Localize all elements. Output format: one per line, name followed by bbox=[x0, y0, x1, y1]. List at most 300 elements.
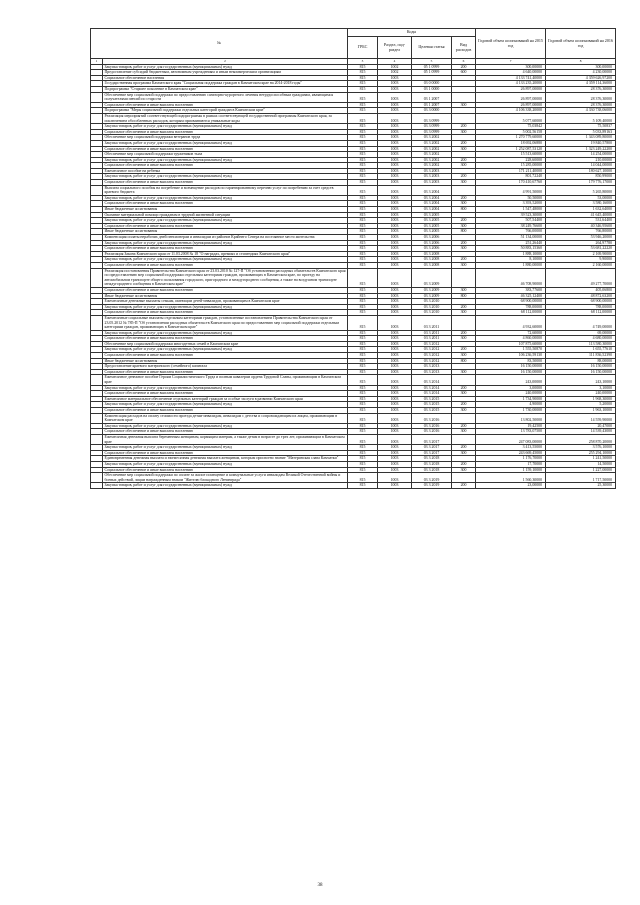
row-name-cell: Социальное обеспечение и иные выплаты населению bbox=[103, 408, 348, 414]
row-section-cell: 1002 bbox=[378, 70, 412, 76]
row-target-cell: 03 3 2015 bbox=[412, 408, 452, 414]
row-volume-2016-cell: 766,80000 bbox=[546, 229, 616, 235]
row-expense-type-cell: 200 bbox=[452, 304, 476, 310]
row-grbs-cell: 815 bbox=[348, 140, 378, 146]
row-grbs-cell: 815 bbox=[348, 299, 378, 305]
row-volume-2016-cell: 180 627,10000 bbox=[546, 168, 616, 174]
row-grbs-cell: 815 bbox=[348, 402, 378, 408]
row-volume-2016-cell: 850,99000 bbox=[546, 174, 616, 180]
row-volume-2015-cell: 1 555,50870 bbox=[476, 347, 546, 353]
row-volume-2016-cell: 300,00000 bbox=[546, 64, 616, 70]
row-section-cell: 1003 bbox=[378, 268, 412, 287]
row-volume-2015-cell: 4 640,00000 bbox=[476, 70, 546, 76]
header-number: № bbox=[91, 29, 348, 59]
row-volume-2016-cell: 68 112,00000 bbox=[546, 310, 616, 316]
row-target-cell: 03 3 2002 bbox=[412, 157, 452, 163]
row-name-cell: Подпрограмма "Меры социальной поддержки отдельных категорий граждан в Камчатском крае" bbox=[103, 108, 348, 114]
row-volume-2016-cell: 4 749,00000 bbox=[546, 315, 616, 330]
row-grbs-cell: 815 bbox=[348, 257, 378, 263]
row-grbs-cell: 815 bbox=[348, 218, 378, 224]
row-volume-2015-cell: 243,00000 bbox=[476, 375, 546, 385]
column-number: 2 bbox=[103, 59, 348, 65]
column-number: 4 bbox=[378, 59, 412, 65]
row-section-cell: 1003 bbox=[378, 75, 412, 81]
row-name-cell: Единовременная денежная выплата и ежемесячная денежная выплата женщинам, которым присвоено звание "Материнская слава Камчатки" bbox=[103, 456, 348, 462]
row-expense-type-cell: 200 bbox=[452, 461, 476, 467]
row-name-cell: Закупка товаров, работ и услуг для государственных (муниципальных) нужд bbox=[103, 347, 348, 353]
row-target-cell: 03 3 2014 bbox=[412, 391, 452, 397]
row-expense-type-cell: 200 bbox=[452, 157, 476, 163]
row-expense-type-cell: 300 bbox=[452, 353, 476, 359]
row-target-cell: 03 3 2013 bbox=[412, 364, 452, 370]
row-name-cell: Иные бюджетные ассигнования bbox=[103, 229, 348, 235]
row-expense-type-cell: 300 bbox=[452, 450, 476, 456]
row-section-cell: 1003 bbox=[378, 92, 412, 102]
row-name-cell: Социальное обеспечение и иные выплаты населению bbox=[103, 391, 348, 397]
row-volume-2015-cell: 4 991,50000 bbox=[476, 185, 546, 195]
row-expense-type-cell bbox=[452, 315, 476, 330]
row-grbs-cell: 815 bbox=[348, 347, 378, 353]
row-expense-type-cell: 300 bbox=[452, 201, 476, 207]
row-target-cell: 03 3 2013 bbox=[412, 369, 452, 375]
row-target-cell: 03 3 2009 bbox=[412, 268, 452, 287]
table-row bbox=[91, 113, 616, 123]
row-volume-2015-cell: 19,42500 bbox=[476, 423, 546, 429]
row-volume-2015-cell: 1 880,00000 bbox=[476, 262, 546, 268]
row-volume-2015-cell: 50,50000 bbox=[476, 195, 546, 201]
row-target-cell: 03 3 2004 bbox=[412, 201, 452, 207]
row-expense-type-cell: 200 bbox=[452, 174, 476, 180]
row-index-cell bbox=[91, 483, 103, 489]
row-expense-type-cell: 300 bbox=[452, 102, 476, 108]
row-name-cell: Закупка товаров, работ и услуг для государственных (муниципальных) нужд bbox=[103, 240, 348, 246]
row-volume-2016-cell: 14,50000 bbox=[546, 461, 616, 467]
row-name-cell: Социальное обеспечение и иные выплаты населению bbox=[103, 369, 348, 375]
table-row bbox=[91, 483, 616, 489]
row-volume-2015-cell: 3 393,52000 bbox=[476, 201, 546, 207]
row-section-cell: 1003 bbox=[378, 201, 412, 207]
row-name-cell: Иные бюджетные ассигнования bbox=[103, 207, 348, 213]
row-target-cell: 03 3 2002 bbox=[412, 146, 452, 152]
row-volume-2016-cell: 5 109,40000 bbox=[546, 113, 616, 123]
row-grbs-cell: 815 bbox=[348, 246, 378, 252]
row-grbs-cell: 815 bbox=[348, 64, 378, 70]
row-section-cell: 1003 bbox=[378, 402, 412, 408]
row-name-cell: Ежемесячное материальное обеспечение отдельных категорий граждан за особые заслуги в развитии Камчатского края bbox=[103, 396, 348, 402]
table-row bbox=[91, 413, 616, 423]
table-row bbox=[91, 92, 616, 102]
row-expense-type-cell: 300 bbox=[452, 223, 476, 229]
row-volume-2016-cell: 1 323 249,22200 bbox=[546, 146, 616, 152]
row-target-cell: 05 1 0999 bbox=[412, 70, 452, 76]
row-name-cell: Предоставление краевого материнского (семейного) капитала bbox=[103, 364, 348, 370]
row-volume-2015-cell: 5 002,56158 bbox=[476, 129, 546, 135]
row-target-cell: 03 3 2019 bbox=[412, 483, 452, 489]
row-volume-2015-cell: 1 730,00000 bbox=[476, 408, 546, 414]
row-volume-2016-cell: 53 681,22220 bbox=[546, 246, 616, 252]
row-volume-2016-cell: 69,00000 bbox=[546, 330, 616, 336]
row-volume-2015-cell: 51 134,00000 bbox=[476, 235, 546, 241]
row-expense-type-cell: 800 bbox=[452, 358, 476, 364]
row-name-cell: Реализация Закона Камчатского края от 11.03.2008 № 18 "О наградах, премиях и стипендиях Камчатского края" bbox=[103, 251, 348, 257]
row-grbs-cell: 815 bbox=[348, 445, 378, 451]
row-target-cell: 03 3 2008 bbox=[412, 251, 452, 257]
row-name-cell: Выплата социального пособия на погребение и возмещение расходов по гарантированному перечню услуг по погребению за счет средств краевого бюджета bbox=[103, 185, 348, 195]
row-name-cell: Закупка товаров, работ и услуг для государственных (муниципальных) нужд bbox=[103, 218, 348, 224]
row-target-cell: 03 3 2015 bbox=[412, 402, 452, 408]
row-section-cell: 1003 bbox=[378, 135, 412, 141]
row-section-cell: 1002 bbox=[378, 64, 412, 70]
row-grbs-cell: 815 bbox=[348, 212, 378, 218]
row-expense-type-cell: 200 bbox=[452, 347, 476, 353]
row-name-cell: Социальное обеспечение и иные выплаты населению bbox=[103, 246, 348, 252]
row-volume-2015-cell: 4 133 741,40000 bbox=[476, 75, 546, 81]
row-name-cell: Ежемесячные социальные выплаты отдельным категориям граждан, установленные постановлением Правительства Камчатского края от 23.05.2012 № 785-П "Об установлении расходных обязательств Камчатского края по предоставлению мер социальной поддержки отдельным категориям граждан, проживающих в Камчатском крае" bbox=[103, 315, 348, 330]
row-section-cell: 1003 bbox=[378, 195, 412, 201]
row-name-cell: Социальное обеспечение и иные выплаты населению bbox=[103, 353, 348, 359]
header-volume-2016: Годовой объем ассигнований на 2016 год bbox=[546, 29, 616, 59]
row-section-cell: 1003 bbox=[378, 364, 412, 370]
row-expense-type-cell: 200 bbox=[452, 140, 476, 146]
row-target-cell: 03 3 2019 bbox=[412, 473, 452, 483]
row-volume-2016-cell: 88,00000 bbox=[546, 358, 616, 364]
row-volume-2015-cell: 3,00000 bbox=[476, 385, 546, 391]
row-grbs-cell: 815 bbox=[348, 396, 378, 402]
row-volume-2015-cell: 300,00000 bbox=[476, 64, 546, 70]
row-name-cell: Социальное обеспечение и иные выплаты населению bbox=[103, 163, 348, 169]
row-volume-2015-cell: 4 106 338,20000 bbox=[476, 108, 546, 114]
row-section-cell: 1003 bbox=[378, 385, 412, 391]
row-grbs-cell: 815 bbox=[348, 341, 378, 347]
row-expense-type-cell: 300 bbox=[452, 408, 476, 414]
row-target-cell: 03 1 0000 bbox=[412, 86, 452, 92]
row-grbs-cell: 815 bbox=[348, 467, 378, 473]
row-name-cell: Социальное обеспечение и иные выплаты населению bbox=[103, 146, 348, 152]
row-grbs-cell: 815 bbox=[348, 157, 378, 163]
row-grbs-cell: 815 bbox=[348, 152, 378, 158]
row-volume-2015-cell: 4 133 235,20000 bbox=[476, 81, 546, 87]
row-volume-2015-cell: 83,50000 bbox=[476, 358, 546, 364]
row-target-cell: 03 3 2012 bbox=[412, 358, 452, 364]
row-name-cell: Закупка товаров, работ и услуг для государственных (муниципальных) нужд bbox=[103, 461, 348, 467]
row-volume-2016-cell: 25,30000 bbox=[546, 483, 616, 489]
row-target-cell: 03 3 2011 bbox=[412, 330, 452, 336]
row-target-cell: 03 3 2012 bbox=[412, 353, 452, 359]
row-volume-2015-cell: 15 285,00000 bbox=[476, 163, 546, 169]
row-grbs-cell: 815 bbox=[348, 251, 378, 257]
row-target-cell: 03 3 0999 bbox=[412, 129, 452, 135]
header-volume-2015: Годовой объем ассигнований на 2015 год bbox=[476, 29, 546, 59]
row-target-cell: 03 3 2018 bbox=[412, 467, 452, 473]
row-name-cell: Социальное обеспечение и иные выплаты населению bbox=[103, 429, 348, 435]
row-volume-2016-cell: 49 277,70000 bbox=[546, 268, 616, 287]
row-volume-2015-cell: 46 708,90000 bbox=[476, 268, 546, 287]
row-section-cell: 1003 bbox=[378, 375, 412, 385]
row-section-cell: 1003 bbox=[378, 456, 412, 462]
row-target-cell: 03 3 2017 bbox=[412, 434, 452, 444]
row-section-cell: 1003 bbox=[378, 257, 412, 263]
row-volume-2016-cell: 3 580,16000 bbox=[546, 201, 616, 207]
table-row bbox=[91, 473, 616, 483]
row-target-cell: 03 3 2015 bbox=[412, 396, 452, 402]
row-volume-2015-cell: 17,70000 bbox=[476, 461, 546, 467]
row-grbs-cell: 815 bbox=[348, 108, 378, 114]
row-grbs-cell: 815 bbox=[348, 483, 378, 489]
row-target-cell: 03 3 2010 bbox=[412, 299, 452, 305]
row-name-cell: Закупка товаров, работ и услуг для государственных (муниципальных) нужд bbox=[103, 483, 348, 489]
row-volume-2015-cell: 766,00000 bbox=[476, 229, 546, 235]
row-grbs-cell: 815 bbox=[348, 70, 378, 76]
row-name-cell: Ежемесячные денежные выплаты семьям, имеющим детей-инвалидов, проживающим в Камчатском крае bbox=[103, 299, 348, 305]
row-volume-2016-cell: 41 645,40000 bbox=[546, 212, 616, 218]
row-volume-2016-cell: 111 836,52390 bbox=[546, 353, 616, 359]
row-name-cell: Социальное обеспечение и иные выплаты населению bbox=[103, 310, 348, 316]
row-name-cell: Закупка товаров, работ и услуг для государственных (муниципальных) нужд bbox=[103, 257, 348, 263]
row-name-cell: Закупка товаров, работ и услуг для государственных (муниципальных) нужд bbox=[103, 174, 348, 180]
header-target-item: Целевая статья bbox=[412, 37, 452, 59]
row-name-cell: Закупка товаров, работ и услуг для государственных (муниципальных) нужд bbox=[103, 330, 348, 336]
row-target-cell: 03 3 2012 bbox=[412, 347, 452, 353]
row-target-cell: 03 3 2011 bbox=[412, 336, 452, 342]
row-section-cell: 1003 bbox=[378, 223, 412, 229]
row-grbs-cell: 815 bbox=[348, 429, 378, 435]
row-volume-2015-cell: 5 077,60000 bbox=[476, 113, 546, 123]
row-expense-type-cell: 200 bbox=[452, 64, 476, 70]
row-volume-2015-cell: 75,03842 bbox=[476, 124, 546, 130]
row-target-cell: 03 3 2004 bbox=[412, 207, 452, 213]
row-expense-type-cell: 600 bbox=[452, 70, 476, 76]
row-expense-type-cell: 300 bbox=[452, 429, 476, 435]
row-volume-2016-cell: 14 254,00000 bbox=[546, 152, 616, 158]
row-section-cell: 1003 bbox=[378, 434, 412, 444]
row-name-cell: Социальное обеспечение и иные выплаты населению bbox=[103, 467, 348, 473]
row-name-cell: Закупка товаров, работ и услуг для государственных (муниципальных) нужд bbox=[103, 124, 348, 130]
row-grbs-cell: 815 bbox=[348, 336, 378, 342]
row-grbs-cell: 815 bbox=[348, 262, 378, 268]
row-grbs-cell: 815 bbox=[348, 375, 378, 385]
row-grbs-cell: 815 bbox=[348, 364, 378, 370]
row-grbs-cell: 815 bbox=[348, 287, 378, 293]
row-name-cell: Обеспечение мер социальной поддержки по предоставлению санаторно-курортного лечения нетрудоспособным гражданам, являющимся получателями пенсий по старости bbox=[103, 92, 348, 102]
row-target-cell: 03 3 2009 bbox=[412, 287, 452, 293]
row-expense-type-cell bbox=[452, 113, 476, 123]
row-volume-2015-cell: 46 325,12400 bbox=[476, 293, 546, 299]
row-grbs-cell: 815 bbox=[348, 201, 378, 207]
row-volume-2015-cell: 1 734,90000 bbox=[476, 396, 546, 402]
row-grbs-cell: 815 bbox=[348, 135, 378, 141]
row-volume-2015-cell: 251,26440 bbox=[476, 240, 546, 246]
row-volume-2016-cell: 14 539,43000 bbox=[546, 429, 616, 435]
row-grbs-cell: 815 bbox=[348, 304, 378, 310]
row-section-cell: 1003 bbox=[378, 262, 412, 268]
table-body bbox=[91, 64, 616, 488]
row-volume-2016-cell: 48 872,63200 bbox=[546, 293, 616, 299]
row-volume-2016-cell: 2 169,90000 bbox=[546, 251, 616, 257]
row-index-cell bbox=[91, 113, 103, 123]
row-section-cell: 1003 bbox=[378, 287, 412, 293]
row-target-cell: 03 3 2006 bbox=[412, 246, 452, 252]
row-section-cell: 1003 bbox=[378, 108, 412, 114]
row-target-cell: 03 3 0999 bbox=[412, 124, 452, 130]
row-volume-2015-cell: 243 669,45000 bbox=[476, 450, 546, 456]
row-name-cell: Закупка товаров, работ и услуг для государственных (муниципальных) нужд bbox=[103, 402, 348, 408]
row-section-cell: 1003 bbox=[378, 315, 412, 330]
row-volume-2015-cell: 23,00000 bbox=[476, 483, 546, 489]
row-section-cell: 1003 bbox=[378, 461, 412, 467]
row-section-cell: 1003 bbox=[378, 293, 412, 299]
row-index-cell bbox=[91, 315, 103, 330]
row-expense-type-cell: 200 bbox=[452, 124, 476, 130]
row-grbs-cell: 815 bbox=[348, 124, 378, 130]
row-grbs-cell: 815 bbox=[348, 423, 378, 429]
row-section-cell: 1003 bbox=[378, 212, 412, 218]
row-section-cell: 1003 bbox=[378, 310, 412, 316]
row-name-cell: Обеспечение мер социальной поддержки тружеников тыла bbox=[103, 152, 348, 158]
row-section-cell: 1003 bbox=[378, 408, 412, 414]
row-grbs-cell: 815 bbox=[348, 456, 378, 462]
row-grbs-cell: 815 bbox=[348, 129, 378, 135]
row-volume-2016-cell: 1 968,30000 bbox=[546, 396, 616, 402]
row-volume-2016-cell: 9,90000 bbox=[546, 257, 616, 263]
row-volume-2016-cell: 40 346,95600 bbox=[546, 223, 616, 229]
row-volume-2015-cell: 788,00000 bbox=[476, 304, 546, 310]
row-volume-2015-cell: 1 159,10000 bbox=[476, 467, 546, 473]
row-section-cell: 1003 bbox=[378, 113, 412, 123]
row-section-cell: 1003 bbox=[378, 413, 412, 423]
header-grbs: ГРБС bbox=[348, 37, 378, 59]
row-grbs-cell: 815 bbox=[348, 146, 378, 152]
row-grbs-cell: 815 bbox=[348, 358, 378, 364]
row-volume-2015-cell: 1 560,30000 bbox=[476, 473, 546, 483]
row-target-cell: 03 3 2017 bbox=[412, 445, 452, 451]
row-index-cell bbox=[91, 413, 103, 423]
row-section-cell: 1003 bbox=[378, 353, 412, 359]
row-volume-2015-cell: 170 410,67760 bbox=[476, 180, 546, 186]
row-volume-2016-cell: 179 776,17000 bbox=[546, 180, 616, 186]
row-name-cell: Закупка товаров, работ и услуг для государственных (муниципальных) нужд bbox=[103, 64, 348, 70]
row-volume-2015-cell: 228,60000 bbox=[476, 157, 546, 163]
row-volume-2016-cell: 4 330 738,06000 bbox=[546, 108, 616, 114]
row-volume-2016-cell: 264,97780 bbox=[546, 240, 616, 246]
row-section-cell: 1003 bbox=[378, 207, 412, 213]
row-section-cell: 1003 bbox=[378, 163, 412, 169]
row-name-cell: Государственная программа Камчатского края "Социальная поддержка граждан в Камчатском крае на 2014-2018 годы" bbox=[103, 81, 348, 87]
row-volume-2015-cell: 240,00000 bbox=[476, 391, 546, 397]
row-volume-2015-cell: 26 897,00000 bbox=[476, 86, 546, 92]
row-volume-2015-cell: 1 270 779,60000 bbox=[476, 135, 546, 141]
row-grbs-cell: 815 bbox=[348, 102, 378, 108]
row-volume-2016-cell: 1 963,10000 bbox=[546, 408, 616, 414]
row-volume-2016-cell: 405,06800 bbox=[546, 287, 616, 293]
row-name-cell: Социальное обеспечение и иные выплаты населению bbox=[103, 201, 348, 207]
row-volume-2015-cell: 16 150,00000 bbox=[476, 369, 546, 375]
row-volume-2016-cell: 14 559,90000 bbox=[546, 413, 616, 423]
row-expense-type-cell: 200 bbox=[452, 423, 476, 429]
row-volume-2016-cell: 4 359 626,97200 bbox=[546, 75, 616, 81]
row-grbs-cell: 815 bbox=[348, 229, 378, 235]
row-name-cell: Социальное обеспечение и иные выплаты населению bbox=[103, 336, 348, 342]
row-section-cell: 1003 bbox=[378, 445, 412, 451]
row-section-cell: 1003 bbox=[378, 124, 412, 130]
row-target-cell: 03 3 0000 bbox=[412, 108, 452, 114]
row-volume-2016-cell: 68 900,00000 bbox=[546, 299, 616, 305]
row-volume-2015-cell: 1 888,10000 bbox=[476, 251, 546, 257]
row-name-cell: Оказание материальной помощи гражданам в трудной жизненной ситуации bbox=[103, 212, 348, 218]
row-expense-type-cell: 200 bbox=[452, 218, 476, 224]
row-expense-type-cell: 200 bbox=[452, 402, 476, 408]
row-section-cell: 1003 bbox=[378, 450, 412, 456]
row-volume-2015-cell: 106 236,59130 bbox=[476, 353, 546, 359]
row-volume-2015-cell: 4,90000 bbox=[476, 402, 546, 408]
row-expense-type-cell bbox=[452, 268, 476, 287]
row-grbs-cell: 815 bbox=[348, 113, 378, 123]
row-volume-2015-cell: 4 860,00000 bbox=[476, 336, 546, 342]
row-volume-2015-cell: 8,10000 bbox=[476, 257, 546, 263]
row-target-cell: 03 3 2008 bbox=[412, 257, 452, 263]
row-volume-2016-cell: 113 580,30000 bbox=[546, 341, 616, 347]
row-grbs-cell: 815 bbox=[348, 391, 378, 397]
row-expense-type-cell: 200 bbox=[452, 483, 476, 489]
row-grbs-cell: 815 bbox=[348, 185, 378, 195]
row-volume-2015-cell: 1 176,70000 bbox=[476, 456, 546, 462]
row-expense-type-cell: 200 bbox=[452, 330, 476, 336]
row-grbs-cell: 815 bbox=[348, 174, 378, 180]
row-volume-2016-cell: 53,00000 bbox=[546, 195, 616, 201]
budget-table-sheet bbox=[90, 28, 615, 489]
row-grbs-cell: 815 bbox=[348, 385, 378, 391]
row-volume-2015-cell: 72,60000 bbox=[476, 330, 546, 336]
header-section: Раздел, под-раздел bbox=[378, 37, 412, 59]
row-volume-2015-cell: 247 083,00000 bbox=[476, 434, 546, 444]
row-expense-type-cell: 300 bbox=[452, 180, 476, 186]
row-section-cell: 1003 bbox=[378, 140, 412, 146]
row-volume-2016-cell: 5 033,89163 bbox=[546, 129, 616, 135]
row-expense-type-cell bbox=[452, 413, 476, 423]
row-target-cell: 03 3 2005 bbox=[412, 218, 452, 224]
row-volume-2016-cell: 240,00000 bbox=[546, 391, 616, 397]
row-volume-2015-cell: 38 249,76600 bbox=[476, 223, 546, 229]
row-volume-2016-cell: 53 946,20000 bbox=[546, 235, 616, 241]
row-section-cell: 1003 bbox=[378, 129, 412, 135]
row-section-cell: 1003 bbox=[378, 168, 412, 174]
row-target-cell: 05 1 0999 bbox=[412, 64, 452, 70]
row-volume-2015-cell: 1 547,48000 bbox=[476, 207, 546, 213]
row-name-cell: Ежемесячное пособие на ребенка bbox=[103, 168, 348, 174]
row-section-cell: 1003 bbox=[378, 391, 412, 397]
row-name-cell: Социальное обеспечение населения bbox=[103, 75, 348, 81]
row-target-cell: 03 3 2010 bbox=[412, 304, 452, 310]
page-number: 38 bbox=[317, 883, 323, 888]
row-expense-type-cell: 300 bbox=[452, 310, 476, 316]
row-section-cell: 1003 bbox=[378, 251, 412, 257]
row-section-cell: 1003 bbox=[378, 240, 412, 246]
row-volume-2015-cell: 26 897,00000 bbox=[476, 92, 546, 102]
row-target-cell: 03 3 2004 bbox=[412, 185, 452, 195]
row-target-cell: 03 3 2011 bbox=[412, 315, 452, 330]
row-target-cell: 03 3 2009 bbox=[412, 293, 452, 299]
row-volume-2016-cell: 28 376,30000 bbox=[546, 102, 616, 108]
row-grbs-cell: 815 bbox=[348, 240, 378, 246]
row-expense-type-cell: 200 bbox=[452, 445, 476, 451]
row-expense-type-cell: 200 bbox=[452, 257, 476, 263]
row-target-cell: 03 3 2005 bbox=[412, 223, 452, 229]
row-volume-2015-cell: 1 252 087,53120 bbox=[476, 146, 546, 152]
row-expense-type-cell bbox=[452, 92, 476, 102]
row-name-cell: Компенсация расходов на оплату стоимости проезда детям-инвалидам, инвалидам с детства и сопровождающим их лицам, проживающим в Камчатском крае bbox=[103, 413, 348, 423]
table-row bbox=[91, 315, 616, 330]
row-volume-2016-cell: 2 160,00000 bbox=[546, 262, 616, 268]
row-name-cell: Компенсация оплаты нерабочих дней пенсионерам и инвалидам из районов Крайнего Севера на постоянное место жительства bbox=[103, 235, 348, 241]
